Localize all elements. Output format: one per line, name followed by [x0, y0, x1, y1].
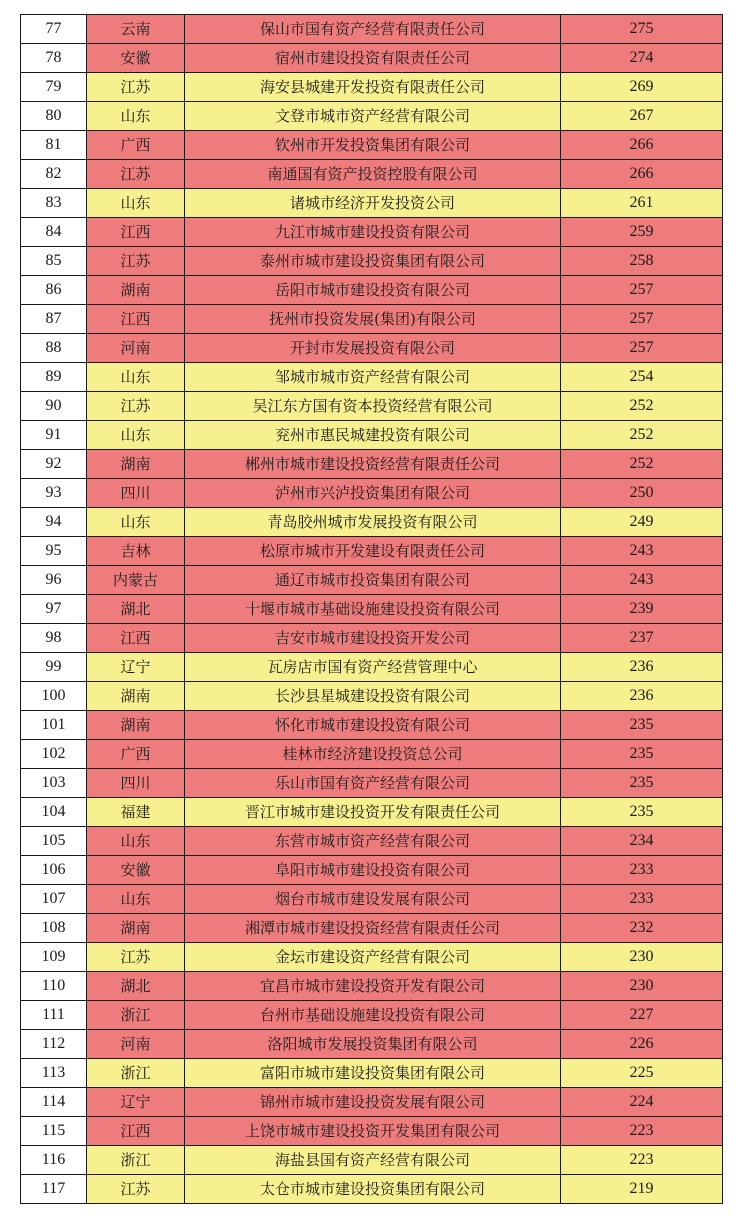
province-cell: 四川 [87, 479, 185, 508]
table-row [21, 247, 723, 276]
rank-cell: 81 [21, 131, 87, 160]
score-cell: 252 [561, 392, 723, 421]
company-cell: 锦州市城市建设投资发展有限公司 [185, 1088, 561, 1117]
score-cell: 269 [561, 73, 723, 102]
company-cell: 东营市城市资产经营有限公司 [185, 827, 561, 856]
company-cell: 海安县城建开发投资有限责任公司 [185, 73, 561, 102]
rank-cell: 82 [21, 160, 87, 189]
table-row [21, 1175, 723, 1204]
score-cell: 275 [561, 15, 723, 44]
company-cell: 九江市城市建设投资有限公司 [185, 218, 561, 247]
company-cell: 乐山市国有资产经营有限公司 [185, 769, 561, 798]
province-cell: 山东 [87, 102, 185, 131]
table-row [21, 595, 723, 624]
rank-cell: 108 [21, 914, 87, 943]
score-cell: 235 [561, 711, 723, 740]
rank-cell: 114 [21, 1088, 87, 1117]
province-cell: 山东 [87, 827, 185, 856]
company-cell: 吴江东方国有资本投资经营有限公司 [185, 392, 561, 421]
province-cell: 江苏 [87, 943, 185, 972]
rank-cell: 95 [21, 537, 87, 566]
rank-cell: 104 [21, 798, 87, 827]
score-cell: 258 [561, 247, 723, 276]
table-row [21, 421, 723, 450]
table-row [21, 44, 723, 73]
table-row [21, 885, 723, 914]
company-cell: 怀化市城市建设投资有限公司 [185, 711, 561, 740]
company-cell: 太仓市城市建设投资集团有限公司 [185, 1175, 561, 1204]
rank-cell: 103 [21, 769, 87, 798]
table-row [21, 769, 723, 798]
score-cell: 235 [561, 740, 723, 769]
table-row [21, 537, 723, 566]
province-cell: 江西 [87, 624, 185, 653]
rank-cell: 88 [21, 334, 87, 363]
table-row [21, 798, 723, 827]
province-cell: 湖南 [87, 711, 185, 740]
rank-cell: 116 [21, 1146, 87, 1175]
company-cell: 文登市城市资产经营有限公司 [185, 102, 561, 131]
rank-cell: 117 [21, 1175, 87, 1204]
score-cell: 266 [561, 160, 723, 189]
score-cell: 219 [561, 1175, 723, 1204]
score-cell: 236 [561, 653, 723, 682]
rank-cell: 107 [21, 885, 87, 914]
table-row [21, 102, 723, 131]
province-cell: 四川 [87, 769, 185, 798]
company-cell: 湘潭市城市建设投资经营有限责任公司 [185, 914, 561, 943]
province-cell: 吉林 [87, 537, 185, 566]
province-cell: 江苏 [87, 392, 185, 421]
table-row [21, 392, 723, 421]
rank-cell: 97 [21, 595, 87, 624]
rank-cell: 89 [21, 363, 87, 392]
score-cell: 250 [561, 479, 723, 508]
table-row [21, 740, 723, 769]
table-row [21, 1117, 723, 1146]
province-cell: 江西 [87, 218, 185, 247]
rank-cell: 110 [21, 972, 87, 1001]
table-row [21, 1088, 723, 1117]
score-cell: 235 [561, 798, 723, 827]
rank-cell: 96 [21, 566, 87, 595]
rank-cell: 94 [21, 508, 87, 537]
table-row [21, 73, 723, 102]
company-cell: 泰州市城市建设投资集团有限公司 [185, 247, 561, 276]
company-cell: 诸城市经济开发投资公司 [185, 189, 561, 218]
province-cell: 江西 [87, 1117, 185, 1146]
rank-cell: 80 [21, 102, 87, 131]
table-row [21, 653, 723, 682]
table-body [21, 15, 723, 1204]
rank-cell: 106 [21, 856, 87, 885]
company-cell: 邹城市城市资产经营有限公司 [185, 363, 561, 392]
table-row [21, 1001, 723, 1030]
province-cell: 山东 [87, 421, 185, 450]
company-cell: 阜阳市城市建设投资有限公司 [185, 856, 561, 885]
province-cell: 山东 [87, 363, 185, 392]
rank-cell: 77 [21, 15, 87, 44]
table-row [21, 479, 723, 508]
score-cell: 252 [561, 421, 723, 450]
province-cell: 湖南 [87, 682, 185, 711]
province-cell: 安徽 [87, 856, 185, 885]
province-cell: 福建 [87, 798, 185, 827]
province-cell: 河南 [87, 1030, 185, 1059]
score-cell: 252 [561, 450, 723, 479]
rank-cell: 100 [21, 682, 87, 711]
rank-cell: 113 [21, 1059, 87, 1088]
score-cell: 235 [561, 769, 723, 798]
company-cell: 桂林市经济建设投资总公司 [185, 740, 561, 769]
rank-cell: 101 [21, 711, 87, 740]
table-row [21, 856, 723, 885]
score-cell: 223 [561, 1146, 723, 1175]
company-cell: 台州市基础设施建设投资有限公司 [185, 1001, 561, 1030]
company-cell: 十堰市城市基础设施建设投资有限公司 [185, 595, 561, 624]
score-cell: 236 [561, 682, 723, 711]
company-cell: 烟台市城市建设发展有限公司 [185, 885, 561, 914]
province-cell: 湖南 [87, 914, 185, 943]
company-cell: 抚州市投资发展(集团)有限公司 [185, 305, 561, 334]
province-cell: 辽宁 [87, 1088, 185, 1117]
rank-cell: 78 [21, 44, 87, 73]
province-cell: 江苏 [87, 1175, 185, 1204]
province-cell: 江西 [87, 305, 185, 334]
province-cell: 山东 [87, 189, 185, 218]
province-cell: 浙江 [87, 1059, 185, 1088]
table-row [21, 15, 723, 44]
table-row [21, 711, 723, 740]
score-cell: 266 [561, 131, 723, 160]
province-cell: 内蒙古 [87, 566, 185, 595]
score-cell: 237 [561, 624, 723, 653]
table-row [21, 189, 723, 218]
score-cell: 254 [561, 363, 723, 392]
company-cell: 钦州市开发投资集团有限公司 [185, 131, 561, 160]
score-cell: 259 [561, 218, 723, 247]
rank-cell: 102 [21, 740, 87, 769]
table-row [21, 914, 723, 943]
company-cell: 泸州市兴泸投资集团有限公司 [185, 479, 561, 508]
score-cell: 223 [561, 1117, 723, 1146]
province-cell: 广西 [87, 131, 185, 160]
score-cell: 257 [561, 276, 723, 305]
score-cell: 224 [561, 1088, 723, 1117]
province-cell: 湖北 [87, 595, 185, 624]
score-cell: 257 [561, 305, 723, 334]
table-row [21, 1059, 723, 1088]
rank-cell: 85 [21, 247, 87, 276]
table-row [21, 1030, 723, 1059]
rank-cell: 90 [21, 392, 87, 421]
score-cell: 239 [561, 595, 723, 624]
company-cell: 宿州市建设投资有限责任公司 [185, 44, 561, 73]
rank-cell: 105 [21, 827, 87, 856]
province-cell: 浙江 [87, 1146, 185, 1175]
rank-cell: 87 [21, 305, 87, 334]
company-cell: 富阳市城市建设投资集团有限公司 [185, 1059, 561, 1088]
province-cell: 江苏 [87, 73, 185, 102]
province-cell: 湖南 [87, 276, 185, 305]
province-cell: 河南 [87, 334, 185, 363]
province-cell: 辽宁 [87, 653, 185, 682]
rank-cell: 99 [21, 653, 87, 682]
company-cell: 晋江市城市建设投资开发有限责任公司 [185, 798, 561, 827]
company-cell: 松原市城市开发建设有限责任公司 [185, 537, 561, 566]
company-cell: 保山市国有资产经营有限责任公司 [185, 15, 561, 44]
score-cell: 233 [561, 885, 723, 914]
table-row [21, 218, 723, 247]
company-cell: 岳阳市城市建设投资有限公司 [185, 276, 561, 305]
province-cell: 浙江 [87, 1001, 185, 1030]
company-cell: 开封市发展投资有限公司 [185, 334, 561, 363]
table-row [21, 450, 723, 479]
table-row [21, 1146, 723, 1175]
score-cell: 226 [561, 1030, 723, 1059]
table-row [21, 624, 723, 653]
rank-cell: 112 [21, 1030, 87, 1059]
province-cell: 江苏 [87, 160, 185, 189]
score-cell: 261 [561, 189, 723, 218]
rank-cell: 91 [21, 421, 87, 450]
score-cell: 230 [561, 972, 723, 1001]
rank-cell: 79 [21, 73, 87, 102]
company-cell: 金坛市建设资产经营有限公司 [185, 943, 561, 972]
table-row [21, 682, 723, 711]
province-cell: 云南 [87, 15, 185, 44]
score-cell: 274 [561, 44, 723, 73]
score-cell: 225 [561, 1059, 723, 1088]
score-cell: 243 [561, 537, 723, 566]
table-row [21, 972, 723, 1001]
province-cell: 山东 [87, 508, 185, 537]
company-cell: 宜昌市城市建设投资开发有限公司 [185, 972, 561, 1001]
province-cell: 山东 [87, 885, 185, 914]
rank-cell: 98 [21, 624, 87, 653]
rank-cell: 83 [21, 189, 87, 218]
rank-cell: 86 [21, 276, 87, 305]
province-cell: 湖北 [87, 972, 185, 1001]
table-row [21, 160, 723, 189]
company-cell: 吉安市城市建设投资开发公司 [185, 624, 561, 653]
score-cell: 233 [561, 856, 723, 885]
company-cell: 上饶市城市建设投资开发集团有限公司 [185, 1117, 561, 1146]
company-cell: 洛阳城市发展投资集团有限公司 [185, 1030, 561, 1059]
company-cell: 青岛胶州城市发展投资有限公司 [185, 508, 561, 537]
score-cell: 267 [561, 102, 723, 131]
rank-cell: 84 [21, 218, 87, 247]
ranking-table-sheet [20, 14, 722, 1204]
score-cell: 257 [561, 334, 723, 363]
table-row [21, 363, 723, 392]
province-cell: 安徽 [87, 44, 185, 73]
table-row [21, 943, 723, 972]
table-row [21, 334, 723, 363]
company-cell: 郴州市城市建设投资经营有限责任公司 [185, 450, 561, 479]
table-row [21, 566, 723, 595]
company-cell: 海盐县国有资产经营有限公司 [185, 1146, 561, 1175]
company-cell: 兖州市惠民城建投资有限公司 [185, 421, 561, 450]
score-cell: 227 [561, 1001, 723, 1030]
table-row [21, 131, 723, 160]
table-row [21, 276, 723, 305]
score-cell: 230 [561, 943, 723, 972]
company-cell: 通辽市城市投资集团有限公司 [185, 566, 561, 595]
company-cell: 瓦房店市国有资产经营管理中心 [185, 653, 561, 682]
rank-cell: 93 [21, 479, 87, 508]
province-cell: 湖南 [87, 450, 185, 479]
rank-cell: 109 [21, 943, 87, 972]
score-cell: 232 [561, 914, 723, 943]
score-cell: 243 [561, 566, 723, 595]
rank-cell: 115 [21, 1117, 87, 1146]
score-cell: 249 [561, 508, 723, 537]
province-cell: 广西 [87, 740, 185, 769]
company-cell: 长沙县星城建设投资有限公司 [185, 682, 561, 711]
rank-cell: 111 [21, 1001, 87, 1030]
table-row [21, 827, 723, 856]
table-row [21, 305, 723, 334]
company-cell: 南通国有资产投资控股有限公司 [185, 160, 561, 189]
rank-cell: 92 [21, 450, 87, 479]
province-cell: 江苏 [87, 247, 185, 276]
score-cell: 234 [561, 827, 723, 856]
table-row [21, 508, 723, 537]
ranking-table [20, 14, 723, 1204]
